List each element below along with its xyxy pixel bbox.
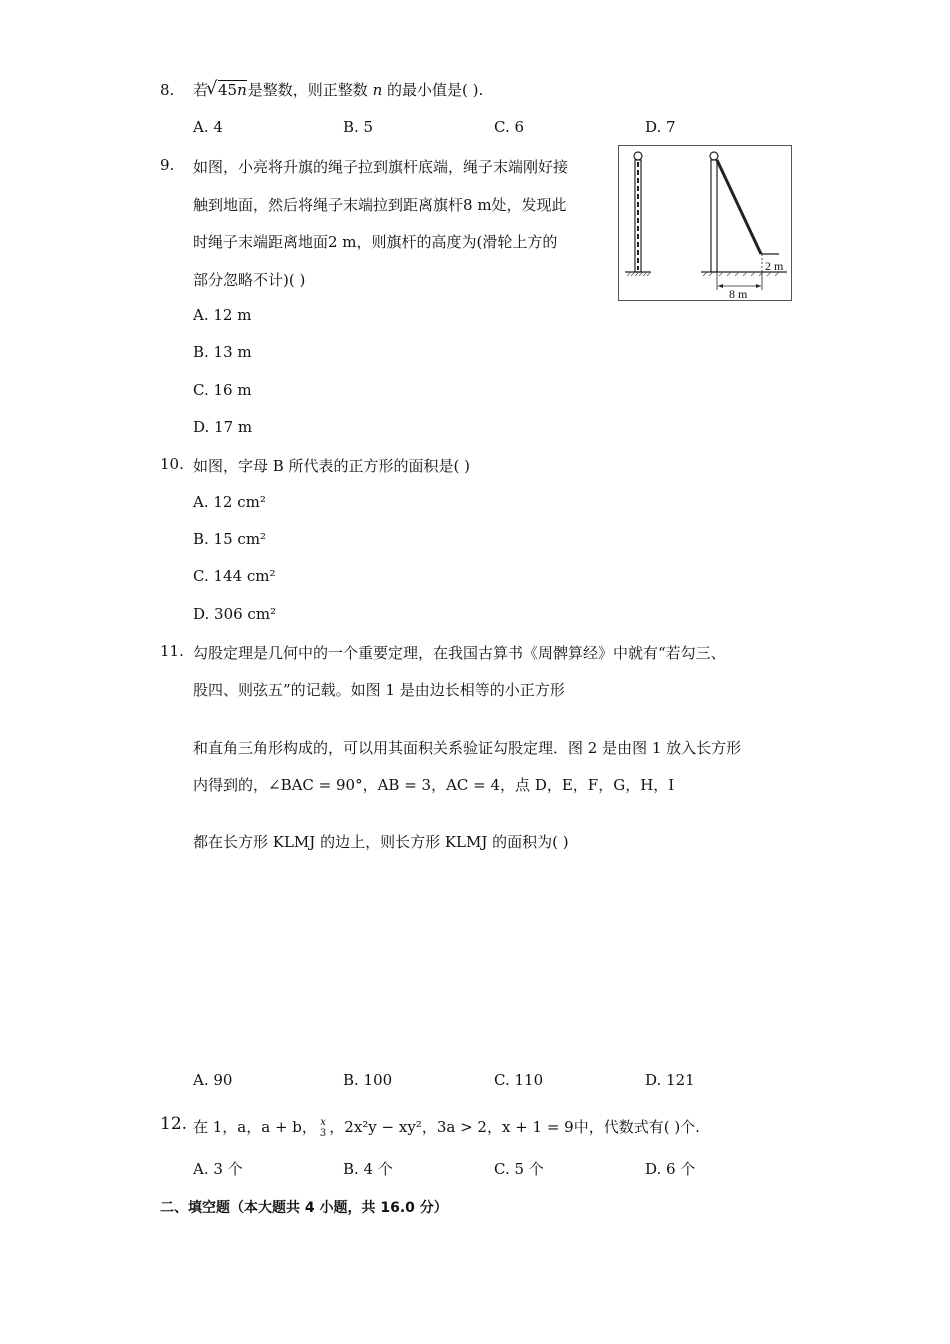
q11-line-1: 勾股定理是几何中的一个重要定理，在我国古算书《周髀算经》中就有“若勾三、 [193, 644, 726, 662]
q8-option-b[interactable]: B. 5 [343, 118, 374, 136]
q12-option-b[interactable]: B. 4 个 [343, 1160, 393, 1178]
q9-line-2: 触到地面，然后将绳子末端拉到距离旗杆8 m处，发现此 [193, 196, 567, 214]
q12-frac-num: x [320, 1117, 326, 1128]
q11-line-4: 内得到的，∠BAC = 90°，AB = 3，AC = 4，点 D，E，F，G，H，I [193, 776, 675, 794]
q12-options [193, 1158, 813, 1180]
q8-option-d[interactable]: D. 7 [645, 118, 676, 136]
q11-line-3: 和直角三角形构成的，可以用其面积关系验证勾股定理．图 2 是由图 1 放入长方形 [193, 739, 742, 757]
q8-stem [193, 79, 483, 100]
q9-option-c[interactable]: C. 16 m [193, 381, 252, 399]
flagpole-diagram [619, 146, 791, 300]
fig-label-height: 2 m [765, 259, 784, 273]
q8-options [193, 118, 813, 140]
sqrt-symbol [208, 80, 247, 99]
q11-line-2: 股四、则弦五”的记载。如图 1 是由边长相等的小正方形 [193, 681, 565, 699]
q9-line-3: 时绳子末端距离地面2 m，则旗杆的高度为(滑轮上方的 [193, 233, 558, 251]
q10-option-c[interactable]: C. 144 cm² [193, 567, 276, 585]
q9-option-d[interactable]: D. 17 m [193, 418, 253, 436]
q12-text-pre: 在 1，a，a + b， [193, 1118, 317, 1136]
q11-option-b[interactable]: B. 100 [343, 1071, 393, 1089]
q12-frac-den: 3 [319, 1128, 327, 1139]
q11-option-d[interactable]: D. 121 [645, 1071, 695, 1089]
q11-number: 11. [160, 642, 184, 660]
q12-option-a[interactable]: A. 3 个 [193, 1160, 243, 1178]
q10-option-b[interactable]: B. 15 cm² [193, 530, 267, 548]
q8-text-pre: 若 [193, 81, 209, 99]
q12-number: 12. [160, 1114, 188, 1134]
q8-text-post: 是整数，则正整数 [247, 81, 368, 99]
q10-option-d[interactable]: D. 306 cm² [193, 605, 277, 623]
q9-option-b[interactable]: B. 13 m [193, 343, 252, 361]
q8-option-c[interactable]: C. 6 [494, 118, 525, 136]
q11-option-a[interactable]: A. 90 [193, 1071, 233, 1089]
q12-stem [193, 1116, 700, 1139]
flagpole-figure [618, 145, 792, 301]
q8-text-tail: 的最小值是( ). [387, 81, 484, 99]
q9-number: 9. [160, 156, 175, 174]
q10-option-a[interactable]: A. 12 cm² [193, 493, 266, 511]
q10-number: 10. [160, 455, 184, 473]
section-heading-fill-blank: 二、填空题（本大题共 4 小题，共 16.0 分） [160, 1200, 448, 1216]
q11-option-c[interactable]: C. 110 [494, 1071, 544, 1089]
q12-text-post: ，2x²y − xy²，3a > 2，x + 1 = 9中，代数式有( )个. [329, 1118, 700, 1136]
q10-stem: 如图，字母 B 所代表的正方形的面积是( ) [193, 457, 471, 475]
q8-radicand: 45 [218, 81, 238, 99]
q12-option-c[interactable]: C. 5 个 [494, 1160, 544, 1178]
q9-line-1: 如图，小亮将升旗的绳子拉到旗杆底端，绳子末端刚好接 [193, 158, 569, 176]
fig-label-distance: 8 m [729, 287, 748, 300]
q11-line-5: 都在长方形 KLMJ 的边上，则长方形 KLMJ 的面积为( ) [193, 833, 569, 851]
q8-var: n [237, 81, 247, 99]
q11-options [193, 1071, 813, 1093]
q9-option-a[interactable]: A. 12 m [193, 306, 252, 324]
q8-option-a[interactable]: A. 4 [193, 118, 223, 136]
q8-number: 8. [160, 81, 175, 99]
q12-option-d[interactable]: D. 6 个 [645, 1160, 696, 1178]
q12-fraction [320, 1117, 326, 1139]
q8-var2: n [372, 81, 383, 99]
q9-line-4: 部分忽略不计)( ) [193, 271, 306, 289]
